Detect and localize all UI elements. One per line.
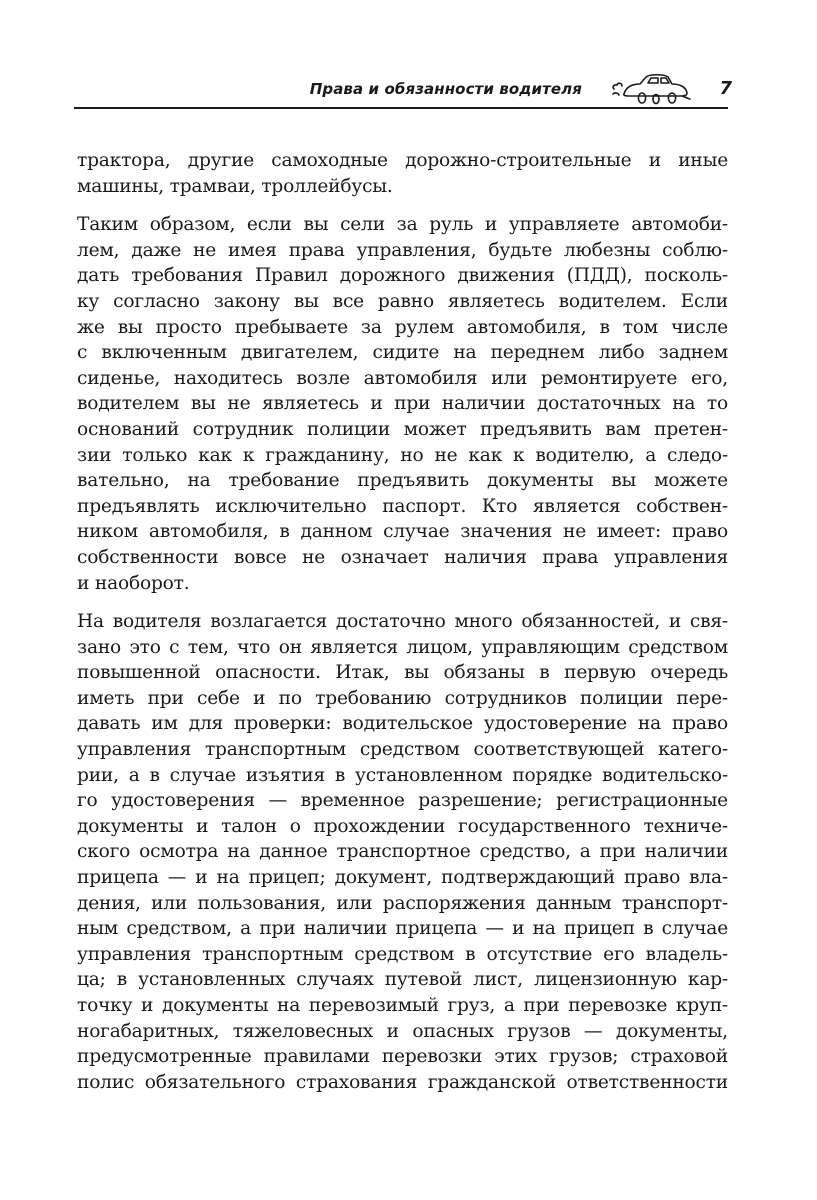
text-line: машины, трамваи, троллейбусы. (77, 175, 393, 197)
page-number: 7 (719, 78, 732, 99)
running-header (74, 76, 744, 110)
text-line: дения, или пользования, или распоряжения данным транспорт- (77, 892, 728, 914)
text-line: управления транспортным средством в отсутствие его владель- (77, 943, 728, 965)
text-line: предусмотренные правилами перевозки этих грузов; страховой (77, 1046, 728, 1068)
body-text (77, 148, 728, 1108)
text-line: сиденье, находитесь возле автомобиля или ремонтируете его, (77, 367, 728, 389)
text-line: собственности вовсе не означает наличия права управления (77, 546, 728, 568)
text-line: дать требования Правил дорожного движения (ПДД), посколь- (77, 265, 728, 287)
text-line: вательно, на требование предъявить документы вы можете (77, 470, 728, 492)
text-line: трактора, другие самоходные дорожно-строительные и иные (77, 150, 728, 171)
text-line: оснований сотрудник полиции может предъявить вам претен- (77, 418, 728, 440)
text-line: же вы просто пребываете за рулем автомобиля, в том числе (77, 316, 728, 338)
text-line: Таким образом, если вы сели за руль и управляете автомоби- (77, 214, 728, 236)
text-line: полис обязательного страхования гражданской ответственности (77, 1071, 728, 1093)
text-line: прицепа — и на прицеп; документ, подтверждающий право вла- (77, 867, 728, 889)
car-icon (610, 72, 694, 106)
text-line: повышенной опасности. Итак, вы обязаны в первую очередь (77, 662, 728, 684)
header-rule (74, 107, 728, 109)
text-line: управления транспортным средством соответствующей катего- (77, 739, 728, 761)
text-line: зии только как к гражданину, но не как к водителю, а следо- (77, 444, 728, 466)
running-header-title: Права и обязанности водителя (309, 80, 582, 98)
text-line: предъявлять исключительно паспорт. Кто является собствен- (77, 495, 728, 517)
text-line: ногабаритных, тяжеловесных и опасных грузов — документы, (77, 1020, 728, 1042)
text-line: и наоборот. (77, 572, 190, 594)
text-line: документы и талон о прохождении государственного техниче- (77, 815, 728, 837)
text-line: зано это с тем, что он является лицом, управляющим средством (77, 636, 728, 658)
text-line: ку согласно закону вы все равно являетесь водителем. Если (77, 290, 728, 312)
text-line: иметь при себе и по требованию сотрудников полиции пере- (77, 687, 728, 709)
text-line: лем, даже не имея права управления, будьте любезны соблю- (77, 239, 728, 261)
text-line: ского осмотра на данное транспортное средство, а при наличии (77, 841, 728, 863)
text-line: точку и документы на перевозимый груз, а при перевозке круп- (77, 995, 728, 1016)
text-line: ным средством, а при наличии прицепа — и на прицеп в случае (77, 918, 728, 940)
text-line: го удостоверения — временное разрешение; регистрационные (77, 790, 728, 812)
text-line: ником автомобиля, в данном случае значения не имеет: право (77, 521, 728, 543)
text-line: рии, а в случае изъятия в установленном порядке водительско- (77, 764, 728, 786)
paragraph (77, 609, 728, 1095)
text-line: давать им для проверки: водительское удостоверение на право (77, 713, 728, 735)
text-line: На водителя возлагается достаточно много обязанностей, и свя- (77, 611, 728, 633)
paragraph (77, 212, 728, 596)
text-line: с включенным двигателем, сидите на переднем либо заднем (77, 342, 728, 364)
text-line: ца; в установленных случаях путевой лист, лицензионную кар- (77, 969, 728, 991)
paragraph (77, 148, 728, 199)
text-line: водителем вы не являетесь и при наличии достаточных на то (77, 393, 728, 415)
